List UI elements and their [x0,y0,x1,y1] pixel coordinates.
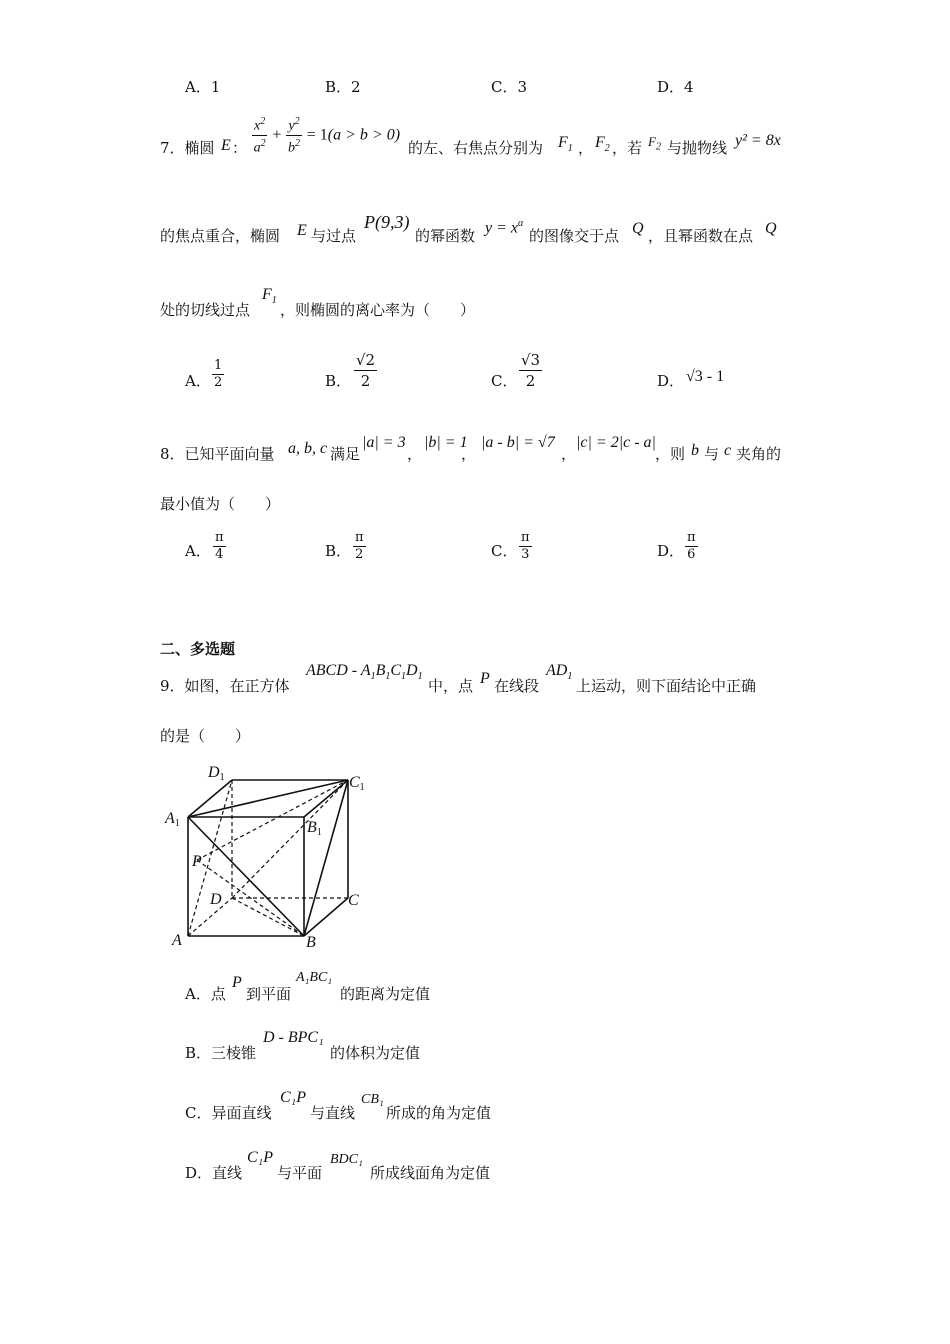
label-d: D [210,891,222,908]
q7-ellipse-condition: (a > b > 0) [327,126,401,144]
label-a1: A1 [165,810,180,829]
q7-f2: $F_2$ [595,134,610,155]
q7-option-b-value: $\frac{√2}{2}$ [356,351,376,390]
section-heading: 二、多选题 [160,640,236,658]
line-a1-b [188,817,304,936]
q8-comma-2: ， [461,445,477,463]
q7-comma: ， [578,139,594,157]
q8-option-b-label: B． [325,542,352,560]
q8-option-c-label: C． [491,542,518,560]
q8-cond-1: |a| = 3 [362,434,406,451]
q8-option-d-label: D． [657,542,685,560]
q9-option-b-label: B．三棱锥 [185,1044,257,1062]
q7-yu-pao: 与抛物线 [667,139,728,157]
q7-point-q: Q [632,220,644,237]
line-a1-c1 [188,780,348,817]
q8-tail: ，则 [655,445,686,463]
q9-option-c-label: C．异面直线 [185,1104,272,1122]
q7-line2-c: 的幂函数 [415,227,476,245]
q8-tail2: 夹角的 [736,445,782,463]
line-p-c1 [197,780,348,860]
q7-ellipse-name: E [221,137,231,154]
q7-line3-a: 处的切线过点 [160,301,251,319]
q8-option-b-value: $\frac{\pi}{2}$ [355,530,364,562]
q7-line1-text: 的左、右焦点分别为 [408,139,544,157]
q9-cube: ABCD - $A_1B_1C_1D_1$ [306,662,423,683]
q7-colon: ： [232,139,248,157]
q7-line2-e: ，且幂函数在点 [648,227,754,245]
q7-parabola: y² = 8x [735,132,781,149]
q8-yu: 与 [704,445,720,463]
line-b-c1 [304,780,348,936]
q8-vec-c: c [724,442,732,459]
q8-comma-3: ， [561,445,577,463]
q9-option-a-mid: 到平面 [246,985,292,1003]
q7-option-d-value: √3 - 1 [686,368,725,385]
q9-option-a-label: A．点 [185,985,226,1003]
label-p: P [192,853,202,870]
q9-option-c-mid: 与直线 [310,1104,356,1122]
label-c1: C1 [349,774,365,793]
q6-option-a: A．1 [185,78,221,96]
q9-option-b-tail: 的体积为定值 [330,1044,421,1062]
q8-option-c-value: $\frac{\pi}{3}$ [521,530,530,562]
q7-line2-b: 与过点 [311,227,357,245]
label-d1: D1 [208,764,225,783]
label-b: B [306,934,316,950]
q8-option-a-label: A． [185,542,211,560]
q7-point-q-2: Q [765,220,777,237]
q8-manzu: 满足 [330,445,361,463]
edge-b-c [304,898,348,936]
q7-number: 7．椭圆 [160,139,215,157]
q8-cond-2: |b| = 1 [424,434,468,451]
q7-point-p: P(9,3) [364,212,410,232]
q7-option-a-label: A． [185,372,211,390]
q9-option-d-mid: 与平面 [277,1164,323,1182]
q7-line3-b: ，则椭圆的离心率为（ ） [280,301,476,319]
q9-point-p: P [480,670,490,687]
label-a: A [172,932,182,949]
q9-mid: 中，点 [428,677,474,695]
q7-power-function: $y = x^\alpha$ [485,218,524,237]
q9-option-d-line: C₁P [247,1149,274,1166]
q9-option-b-solid: D - BPC₁ [263,1029,324,1046]
q9-number: 9．如图，在正方体 [160,677,290,695]
q8-cond-3: |a - b| = √7 [481,434,555,451]
q7-ellipse-name-2: E [297,222,307,239]
q8-number: 8．已知平面向量 [160,445,275,463]
q9-on: 在线段 [494,677,540,695]
q9-segment: $AD_1$ [546,662,573,683]
q8-option-a-value: $\frac{\pi}{4}$ [215,530,224,562]
label-c: C [348,892,359,909]
q7-f2-inline: $F_2$ [648,134,661,153]
q7-ruo: ，若 [612,139,643,157]
q7-f1-2: $F_1$ [262,286,277,307]
q6-option-c: C．3 [491,78,528,96]
q7-option-d-label: D． [657,372,685,390]
q8-cond-4: |c| = 2|c - a| [576,434,656,451]
q6-option-b: B．2 [325,78,361,96]
q7-ellipse-equation: $\frac{x^2}{a^2}$ + $\frac{y^2}{b^2}$ = 1(a > b > 0) [253,116,401,156]
q9-option-a-plane: A₁BC₁ [296,970,333,985]
q7-option-a-value: $\frac{1}{2}$ [214,358,223,390]
q9-option-d-label: D．直线 [185,1164,243,1182]
q8-line2: 最小值为（ ） [160,495,281,513]
q9-tail: 上运动，则下面结论中正确 [576,677,757,695]
q8-comma-1: ， [407,445,423,463]
q7-option-c-label: C． [491,372,518,390]
q9-option-d-plane: BDC₁ [330,1152,363,1167]
q8-vec-b: b [691,442,699,459]
q7-option-b-label: B． [325,372,352,390]
q7-line2-d: 的图像交于点 [529,227,620,245]
q6-option-d: D．4 [657,78,694,96]
q9-option-a-point: P [232,974,242,991]
q9-line2: 的是（ ） [160,727,251,745]
q7-option-c-value: $\frac{√3}{2}$ [521,351,541,390]
q9-option-c-tail: 所成的角为定值 [386,1104,492,1122]
q8-option-d-value: $\frac{\pi}{6}$ [687,530,696,562]
q9-option-d-tail: 所成线面角为定值 [370,1164,491,1182]
cube-figure [160,760,380,950]
q7-f1: $F_1$ [558,134,573,155]
q9-option-c-line1: C₁P [280,1089,307,1106]
label-b1: B1 [307,819,322,838]
q9-option-c-line2: CB₁ [361,1092,384,1107]
line-d-b [232,898,304,936]
q8-vectors: a, b, c [288,440,328,457]
q7-line2-a: 的焦点重合，椭圆 [160,227,281,245]
q9-option-a-tail: 的距离为定值 [340,985,431,1003]
